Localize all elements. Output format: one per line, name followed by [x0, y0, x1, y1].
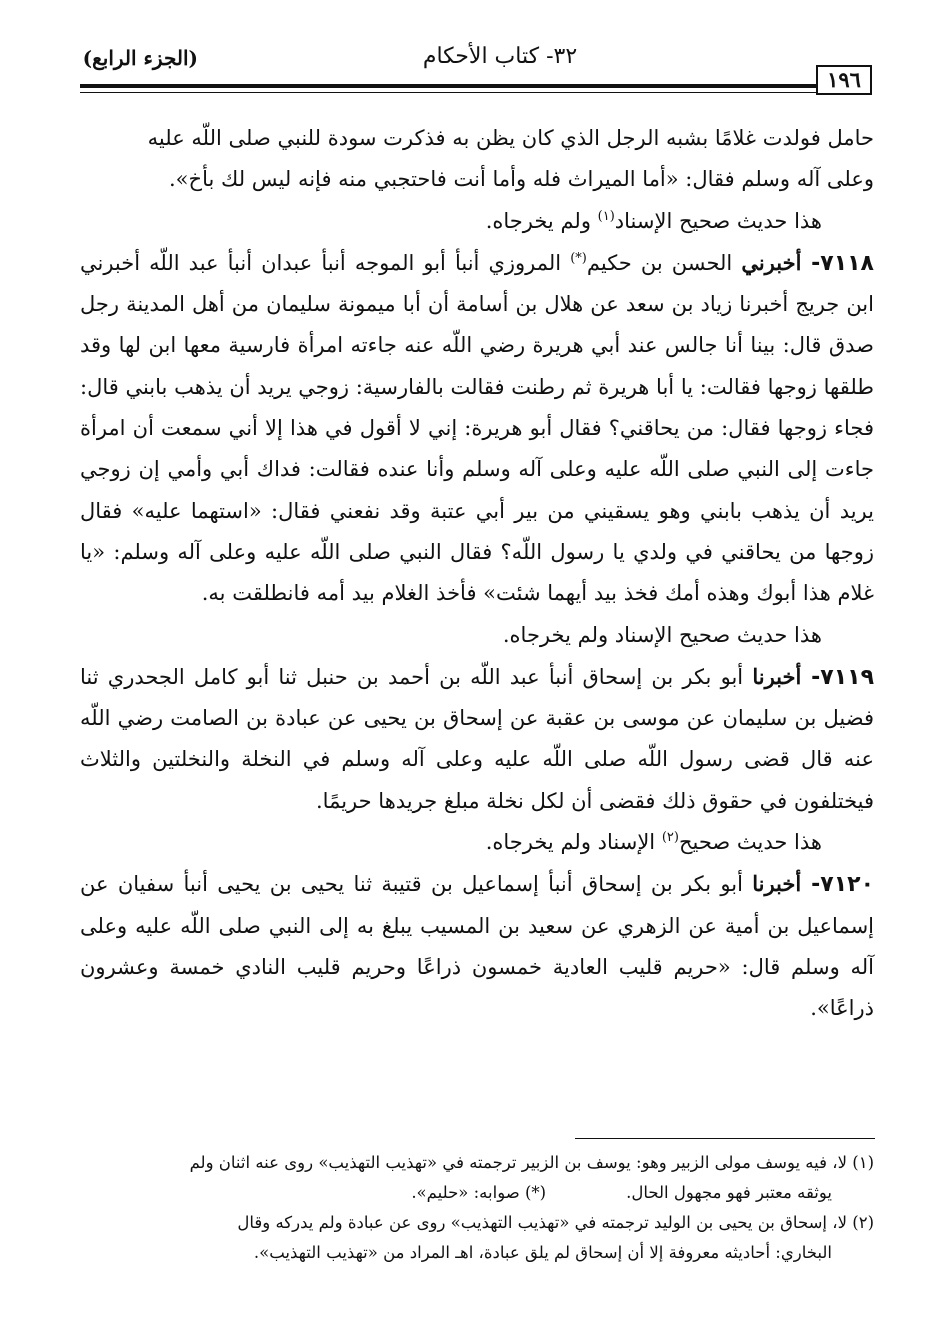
page-number-box [816, 65, 872, 95]
footnote-2: (٢) لا، إسحاق بن يحيى بن الوليد ترجمته في «تهذيب التهذيب» روى عن عبادة ولم يدركه وقال [237, 1213, 874, 1232]
footnotes [80, 1148, 874, 1268]
footnote-ref-2: (٢) [661, 830, 679, 846]
hadith-7119: ٧١١٩- أخبرنا أبو بكر بن إسحاق أنبأ عبد اللّه بن أحمد بن حنبل ثنا أبو كامل الجحدري ثنا فضيل بن سليمان عن موسى بن عقبة عن إسحاق بن يحيى عن عبادة بن الصامت رضي اللّه عنه قال قضى رسول اللّه صلى اللّه عليه وعلى آله وسلم في النخلة والنخلتين والثلاث فيختلفون في حقوق ذلك فقضى أن لكل نخلة مبلغ جريدها حريمًا. [80, 663, 875, 813]
grade-line-1: هذا حديث صحيح الإسناد$^{(١)}$ ولم يخرجاه. [485, 208, 822, 233]
header-rule-thin [80, 92, 816, 93]
hadith-number-7118: ٧١١٨- [811, 250, 874, 276]
footnote-1-cont: يوثقه معتبر فهو مجهول الحال.(*) صوابه: «حليم». [80, 1178, 874, 1208]
chapter-title: ٣٢- كتاب الأحكام [422, 44, 578, 69]
footnote-separator [575, 1138, 875, 1139]
narration-keyword: أخبرنا [752, 663, 812, 689]
footnote-1: (١) لا، فيه يوسف مولى الزبير وهو: يوسف بن الزبير ترجمته في «تهذيب التهذيب» روى عنه اثنان ولم [189, 1153, 874, 1172]
hadith-number-7120: ٧١٢٠- [811, 872, 875, 898]
hadith-7118: ٧١١٨- أخبرني الحسن بن حكيم(*) المروزي أنبأ أبو الموجه أنبأ عبدان أنبأ عبد اللّه أخبرني ابن جريج أخبرنا زياد بن سعد عن هلال بن أسامة أن أبا ميمونة سليمان من أهل المدينة رجل صدق قال: بينا أنا جالس عند أبي هريرة رضي اللّه عنه جاءته امرأة فارسية معها ابن لها وقد طلقها زوجها فقالت: يا أبا هريرة ثم رطنت فقالت بالفارسية: زوجي يريد أن يذهب بابني قال: فجاء زوجها فقال: من يحاقني؟ فقال أبو هريرة: إني لا أقول في هذا إلا أني سمعت أن امرأة جاءت إلى النبي صلى اللّه عليه وعلى آله وسلم وأنا عنده فقالت: فداك أبي وأمي إن زوجي يريد أن يذهب بابني وهو يسقيني من بير أبي عتبة وقد نفعني فقال: «استهما عليه» فقال زوجها من يحاقني في ولدي يا رسول اللّه؟ فقال النبي صلى اللّه عليه وعلى آله وسلم: «يا غلام هذا أبوك وهذه أمك فخذ بيد أيهما شئت» فأخذ الغلام بيد أمه فانطلقت به. [80, 249, 874, 606]
narration-keyword: أخبرنا [752, 871, 812, 897]
header-rule-thick [80, 84, 816, 88]
grade-line-7119: هذا حديث صحيح$^{(٢)}$ الإسناد ولم يخرجاه. [485, 830, 822, 855]
footnote-ref-star: (*) [570, 250, 587, 266]
page-header [0, 0, 948, 110]
footnote-ref-1: (١) [597, 208, 615, 224]
hadith-7120: ٧١٢٠- أخبرنا أبو بكر بن إسحاق أنبأ إسماعيل بن قتيبة ثنا يحيى بن يحيى أنبأ سفيان عن إسماعيل بن أمية عن الزهري عن سعيد بن المسيب يبلغ به إلى النبي صلى اللّه عليه وعلى آله وسلم قال: «حريم قليب العادية خمسون ذراعًا وحريم قليب النادي خمسة وعشرون ذراعًا». [80, 871, 875, 1021]
main-text [80, 118, 874, 1030]
narration-keyword: أخبرني [741, 249, 812, 275]
hadith-number-7119: ٧١١٩- [811, 664, 875, 690]
continuation-line-2: وعلى آله وسلم فقال: «أما الميراث فله وأما أنت فاحتجبي منه فإنه ليس لك بأخ». [169, 167, 874, 192]
volume-label: (الجزء الرابع) [82, 46, 198, 70]
page-number: ١٩٦ [827, 67, 861, 92]
footnote-2-cont: البخاري: أحاديثه معروفة إلا أن إسحاق لم يلق عبادة، اهـ المراد من «تهذيب التهذيب». [253, 1243, 832, 1262]
grade-line-7118: هذا حديث صحيح الإسناد ولم يخرجاه. [502, 622, 822, 647]
continuation-line-1: حامل فولدت غلامًا بشبه الرجل الذي كان يظن به فذكرت سودة للنبي صلى اللّه عليه [147, 126, 874, 150]
footnote-star: (*) صوابه: «حليم». [411, 1183, 547, 1202]
